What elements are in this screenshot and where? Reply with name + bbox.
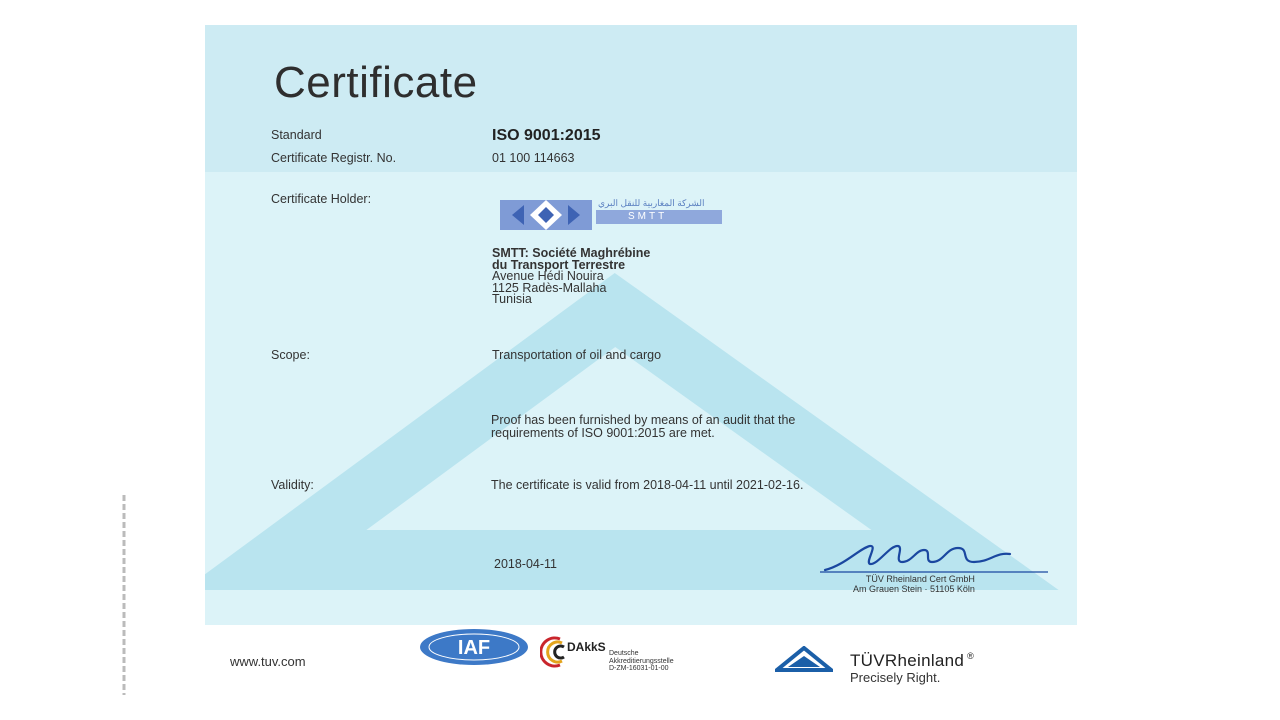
vertical-fine-print-mark [115, 495, 133, 700]
issue-date: 2018-04-11 [494, 557, 558, 571]
tuv-brand-name: TÜVRheinland [850, 651, 965, 670]
dakks-line-1: Deutsche [609, 650, 639, 657]
dakks-name: DAkkS [567, 640, 606, 654]
website-link[interactable]: www.tuv.com [230, 654, 306, 669]
validity-value: The certificate is valid from 2018-04-11 until 2021-02-16. [491, 478, 804, 492]
holder-name-line-2: du Transport Terrestre [492, 257, 626, 272]
tuv-brand [850, 651, 974, 671]
holder-address-line-3: Tunisia [492, 292, 532, 306]
dakks-line-2: Akkreditierungsstelle [609, 657, 674, 665]
smtt-logo-text: SMTT [628, 211, 668, 222]
proof-line-2: requirements of ISO 9001:2015 are met. [491, 426, 715, 440]
dakks-line-3: D-ZM-16031-01-00 [609, 665, 669, 672]
holder-address-line-1: Avenue Hédi Nouira [492, 269, 604, 283]
registered-mark: ® [967, 651, 975, 661]
scope-label: Scope: [271, 348, 310, 362]
holder-label: Certificate Holder: [271, 192, 372, 206]
smtt-emblem-icon [500, 196, 596, 234]
holder-name-line-1: SMTT: Société Maghrébine [492, 246, 651, 260]
issuer-address: Am Grauen Stein · 51105 Köln [853, 584, 975, 594]
registration-value: 01 100 114663 [492, 151, 575, 165]
dakks-details [609, 650, 674, 673]
holder-address-block [492, 248, 650, 306]
tuv-triangle-watermark [205, 25, 1077, 625]
smtt-arabic-name: الشركة المغاربية للنقل البري [598, 198, 705, 208]
validity-label: Validity: [271, 478, 314, 492]
tuv-slogan: Precisely Right. [850, 670, 941, 685]
issuer-block [853, 574, 975, 594]
iaf-logo-text: IAF [457, 637, 491, 659]
registration-label: Certificate Registr. No. [271, 151, 397, 165]
certificate-sheet [205, 25, 1077, 625]
standard-value: ISO 9001:2015 [492, 127, 601, 144]
signature-icon [820, 540, 1050, 576]
holder-address-line-2: 1125 Radès-Mallaha [492, 280, 607, 295]
scope-value: Transportation of oil and cargo [492, 348, 662, 362]
standard-label: Standard [271, 128, 322, 142]
iaf-logo-icon [418, 628, 530, 666]
certificate-title: Certificate [274, 58, 478, 107]
smtt-logo [500, 196, 722, 234]
proof-line-1: Proof has been furnished by means of an audit that the [491, 413, 796, 427]
issuer-name: TÜV Rheinland Cert GmbH [865, 574, 975, 584]
tuv-triangle-logo-icon [775, 646, 833, 672]
dakks-emblem-icon [540, 635, 568, 669]
